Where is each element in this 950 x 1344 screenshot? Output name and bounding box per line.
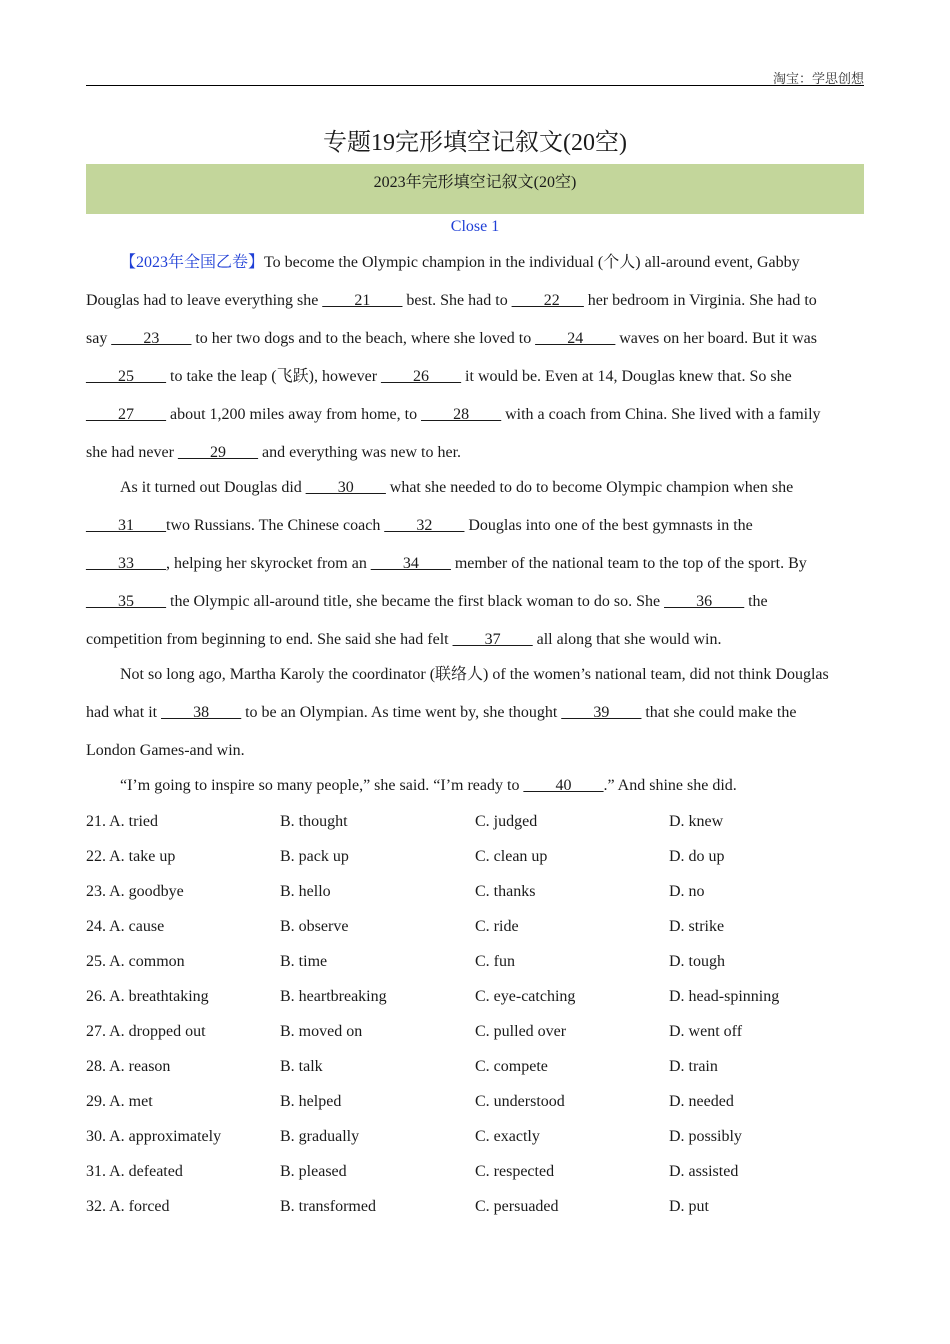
option-choice: D. put: [669, 1198, 709, 1215]
option-choice: C. judged: [475, 813, 538, 830]
option-choice: 32. A. forced: [86, 1198, 170, 1215]
passage-text: she had never: [86, 444, 178, 461]
passage-text: the Olympic all-around title, she became the first black woman to do so. She: [166, 593, 665, 610]
passage-line: [86, 440, 864, 475]
passage-text: that she could make the: [641, 704, 797, 721]
blank-29: ____29____: [177, 444, 258, 461]
option-choice: 31. A. defeated: [86, 1163, 183, 1180]
passage-text: and everything was new to her.: [257, 444, 462, 461]
page-title: 专题19完形填空记叙文(20空): [323, 130, 627, 156]
blank-27: ____27____: [86, 406, 166, 423]
option-row: [86, 985, 864, 1020]
passage-line: [86, 364, 864, 402]
option-row: [86, 1160, 864, 1195]
blank-24: ____24____: [535, 330, 616, 347]
passage-text: As it turned out Douglas did: [120, 479, 306, 496]
passage-text: had what it: [86, 704, 162, 721]
option-choice: C. exactly: [475, 1128, 540, 1145]
passage-text: waves on her board. But it was: [615, 330, 817, 347]
passage-text: her bedroom in Virginia. She had to: [583, 292, 817, 309]
cloze-passage: [86, 250, 864, 811]
section-band-title: 2023年完形填空记叙文(20空): [373, 174, 577, 191]
option-choice: B. moved on: [280, 1023, 363, 1040]
blank-32: ____32____: [384, 517, 465, 534]
passage-text: .” And shine she did.: [603, 777, 737, 794]
blank-31: ____31____: [86, 517, 166, 534]
option-choice: 24. A. cause: [86, 918, 165, 935]
passage-text: Douglas had to leave everything she: [86, 292, 323, 309]
option-row: [86, 845, 864, 880]
option-choice: C. fun: [475, 953, 515, 970]
passage-text: with a coach from China. She lived with a family: [501, 406, 821, 423]
option-choice: C. respected: [475, 1163, 555, 1180]
passage-line: [86, 738, 864, 773]
option-choice: D. knew: [669, 813, 724, 830]
option-choice: D. head-spinning: [669, 988, 780, 1005]
option-choice: B. helped: [280, 1093, 342, 1110]
option-choice: C. pulled over: [475, 1023, 567, 1040]
option-choice: B. observe: [280, 918, 349, 935]
option-choice: 30. A. approximately: [86, 1128, 222, 1145]
passage-text: all along that she would win.: [532, 631, 722, 648]
option-choice: 26. A. breathtaking: [86, 988, 209, 1005]
option-choice: 25. A. common: [86, 953, 185, 970]
option-choice: B. heartbreaking: [280, 988, 387, 1005]
option-choice: D. do up: [669, 848, 725, 865]
passage-text: To become the Olympic champion in the individual (个人) all-around event, Gabby: [264, 254, 800, 271]
option-choice: C. compete: [475, 1058, 548, 1075]
option-choice: 23. A. goodbye: [86, 883, 184, 900]
source-tag: 【2023年全国乙卷】: [120, 254, 265, 271]
passage-text: it would be. Even at 14, Douglas knew that. So she: [461, 368, 792, 385]
option-row: [86, 1090, 864, 1125]
section-band: [86, 164, 864, 214]
passage-line: [86, 513, 864, 551]
option-row: [86, 915, 864, 950]
option-choice: B. hello: [280, 883, 331, 900]
blank-23: ____23____: [111, 330, 192, 347]
option-choice: B. gradually: [280, 1128, 360, 1145]
passage-line: [86, 250, 864, 288]
option-row: [86, 1020, 864, 1055]
option-choice: D. tough: [669, 953, 725, 970]
passage-text: what she needed to do to become Olympic champion when she: [385, 479, 794, 496]
option-choice: 21. A. tried: [86, 813, 158, 830]
passage-text: competition from beginning to end. She said she had felt: [86, 631, 453, 648]
option-row: [86, 1195, 864, 1230]
passage-text: say: [86, 330, 112, 347]
passage-text: to be an Olympian. As time went by, she thought: [241, 704, 562, 721]
passage-line: [86, 627, 864, 662]
blank-30: ____30____: [305, 479, 386, 496]
passage-text: to her two dogs and to the beach, where she loved to: [191, 330, 536, 347]
option-choice: D. assisted: [669, 1163, 739, 1180]
option-choice: 22. A. take up: [86, 848, 176, 865]
option-choice: D. possibly: [669, 1128, 742, 1145]
passage-text: to take the leap (飞跃), however: [166, 368, 382, 385]
option-row: [86, 1055, 864, 1090]
option-choice: D. needed: [669, 1093, 734, 1110]
passage-text: Not so long ago, Martha Karoly the coordinator (联络人) of the women’s national team, did not think Douglas: [120, 666, 829, 683]
passage-line: [86, 326, 864, 364]
option-choice: B. time: [280, 953, 328, 970]
option-choice: D. no: [669, 883, 705, 900]
blank-34: ____34____: [370, 555, 451, 572]
passage-subheading: Close 1: [450, 218, 500, 235]
passage-line: [86, 589, 864, 627]
option-choice: 29. A. met: [86, 1093, 153, 1110]
blank-37: ____37____: [452, 631, 533, 648]
passage-line: [86, 662, 864, 700]
option-choice: D. train: [669, 1058, 718, 1075]
option-choice: D. strike: [669, 918, 725, 935]
option-choice: C. thanks: [475, 883, 536, 900]
passage-text: best. She had to: [402, 292, 512, 309]
option-choice: B. transformed: [280, 1198, 376, 1215]
blank-39: ____39____: [561, 704, 642, 721]
option-row: [86, 950, 864, 985]
passage-line: [86, 402, 864, 440]
passage-line: [86, 288, 864, 326]
blank-38: ____38____: [161, 704, 242, 721]
option-choice: B. thought: [280, 813, 348, 830]
header-shop-label: 淘宝：学思创想: [772, 71, 864, 86]
passage-text: , helping her skyrocket from an: [166, 555, 371, 572]
passage-text: two Russians. The Chinese coach: [166, 517, 385, 534]
option-choice: 28. A. reason: [86, 1058, 171, 1075]
option-choice: B. pleased: [280, 1163, 347, 1180]
blank-36: ____36____: [664, 593, 745, 610]
passage-line: [86, 475, 864, 513]
option-choice: C. persuaded: [475, 1198, 559, 1215]
option-row: [86, 810, 864, 845]
option-choice: 27. A. dropped out: [86, 1023, 206, 1040]
option-choice: D. went off: [669, 1023, 743, 1040]
option-choice: C. ride: [475, 918, 519, 935]
blank-26: ____26____: [381, 368, 462, 385]
option-choice: B. pack up: [280, 848, 349, 865]
passage-text: the: [744, 593, 768, 610]
blank-21: ____21____: [322, 292, 403, 309]
blank-33: ____33____: [86, 555, 166, 572]
blank-25: ____25____: [86, 368, 166, 385]
passage-text: about 1,200 miles away from home, to: [166, 406, 422, 423]
header-rule: [86, 85, 864, 86]
option-row: [86, 1125, 864, 1160]
blank-40: ____40____: [523, 777, 604, 794]
option-choice: C. eye-catching: [475, 988, 576, 1005]
passage-text: London Games-and win.: [86, 742, 245, 759]
blank-22: ____22___: [511, 292, 584, 309]
blank-35: ____35____: [86, 593, 166, 610]
passage-text: “I’m going to inspire so many people,” she said. “I’m ready to: [120, 777, 524, 794]
passage-line: [86, 773, 864, 811]
passage-line: [86, 700, 864, 738]
passage-text: Douglas into one of the best gymnasts in the: [464, 517, 753, 534]
answer-options: [86, 810, 864, 1230]
option-choice: C. clean up: [475, 848, 548, 865]
passage-line: [86, 551, 864, 589]
option-choice: B. talk: [280, 1058, 323, 1075]
option-choice: C. understood: [475, 1093, 565, 1110]
passage-text: member of the national team to the top of the sport. By: [450, 555, 807, 572]
option-row: [86, 880, 864, 915]
blank-28: ____28____: [421, 406, 502, 423]
